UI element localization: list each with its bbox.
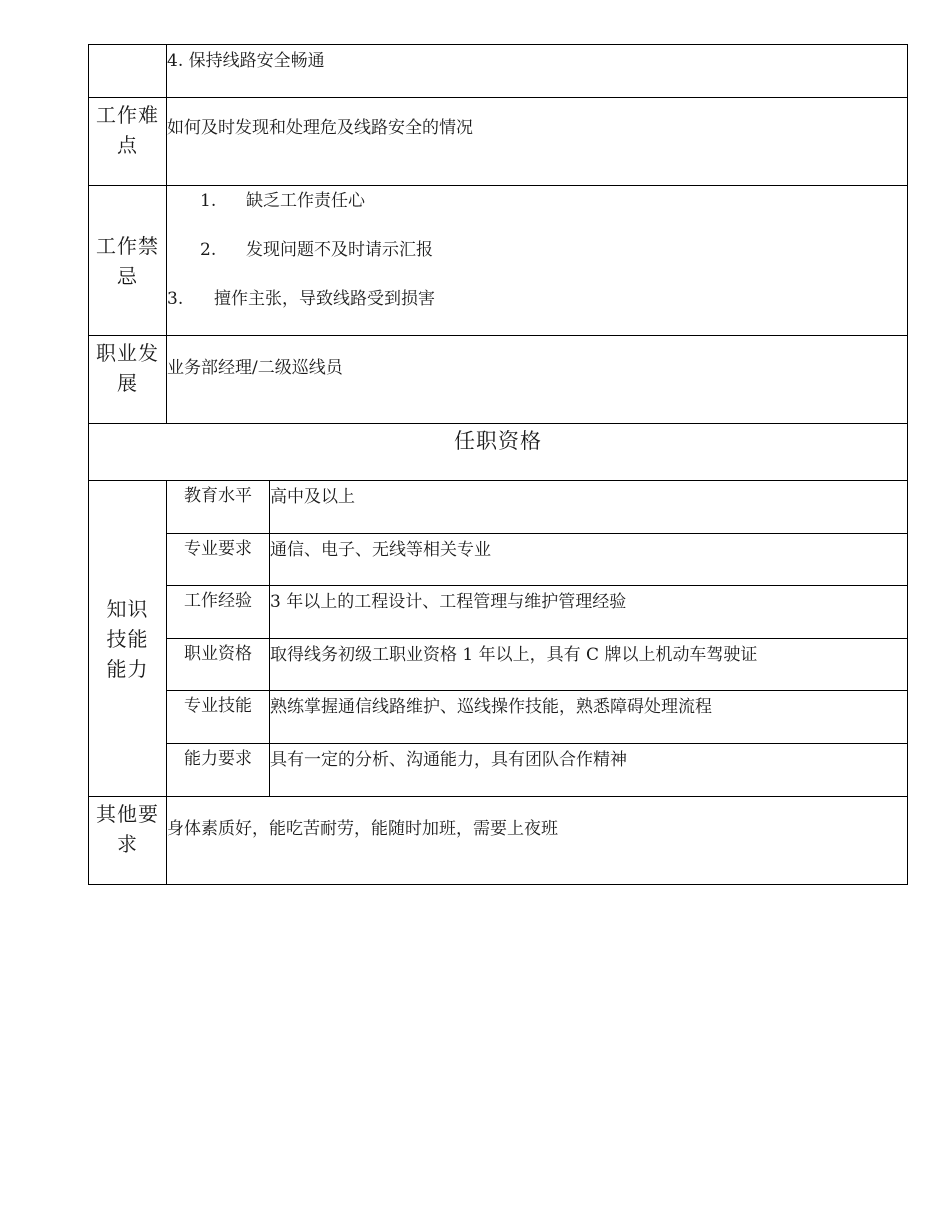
career-content bbox=[167, 336, 908, 424]
knowledge-row bbox=[89, 744, 908, 797]
other-label: 其他要求 bbox=[89, 797, 167, 885]
qualification-title: 任职资格 bbox=[89, 424, 908, 481]
career-label: 职业发展 bbox=[89, 336, 167, 424]
forbidden-label: 工作禁忌 bbox=[89, 186, 167, 336]
knowledge-item-name: 专业技能 bbox=[167, 691, 270, 744]
difficulty-content bbox=[167, 98, 908, 186]
forbidden-row bbox=[89, 186, 908, 336]
forbidden-item-number: 1. bbox=[200, 191, 217, 211]
job-description-table bbox=[88, 44, 908, 885]
other-content bbox=[167, 797, 908, 885]
forbidden-item-text: 擅作主张，导致线路受到损害 bbox=[214, 289, 435, 309]
forbidden-item-number: 3. bbox=[167, 289, 184, 309]
knowledge-item-name: 教育水平 bbox=[167, 481, 270, 534]
duty-row bbox=[89, 45, 908, 98]
knowledge-item-value: 具有一定的分析、沟通能力，具有团队合作精神 bbox=[270, 744, 908, 797]
knowledge-row bbox=[89, 639, 908, 691]
knowledge-item-value: 通信、电子、无线等相关专业 bbox=[270, 534, 908, 586]
forbidden-item bbox=[167, 189, 907, 238]
knowledge-item-value: 取得线务初级工职业资格 1 年以上，具有 C 牌以上机动车驾驶证 bbox=[270, 639, 908, 691]
career-text: 业务部经理/二级巡线员 bbox=[167, 358, 343, 378]
difficulty-text: 如何及时发现和处理危及线路安全的情况 bbox=[167, 118, 473, 138]
forbidden-item-text: 缺乏工作责任心 bbox=[246, 191, 365, 211]
knowledge-row bbox=[89, 691, 908, 744]
knowledge-item-value: 高中及以上 bbox=[270, 481, 908, 534]
knowledge-row bbox=[89, 534, 908, 586]
knowledge-item-name: 能力要求 bbox=[167, 744, 270, 797]
knowledge-item-name: 专业要求 bbox=[167, 534, 270, 586]
duty-label-cell bbox=[89, 45, 167, 98]
career-row bbox=[89, 336, 908, 424]
knowledge-item-name: 工作经验 bbox=[167, 586, 270, 639]
difficulty-row bbox=[89, 98, 908, 186]
knowledge-item-value: 3 年以上的工程设计、工程管理与维护管理经验 bbox=[270, 586, 908, 639]
qualification-title-row bbox=[89, 424, 908, 481]
forbidden-content bbox=[167, 186, 908, 336]
forbidden-item-number: 2. bbox=[200, 240, 217, 260]
knowledge-item-value: 熟练掌握通信线路维护、巡线操作技能，熟悉障碍处理流程 bbox=[270, 691, 908, 744]
other-row bbox=[89, 797, 908, 885]
duty-content-cell bbox=[167, 45, 908, 98]
knowledge-row bbox=[89, 586, 908, 639]
difficulty-label: 工作难点 bbox=[89, 98, 167, 186]
knowledge-row bbox=[89, 481, 908, 534]
duty-item-4: 4. 保持线路安全畅通 bbox=[167, 51, 325, 71]
knowledge-item-name: 职业资格 bbox=[167, 639, 270, 691]
forbidden-item bbox=[167, 238, 907, 287]
knowledge-label: 知识技能能力 bbox=[89, 481, 167, 797]
forbidden-item bbox=[167, 287, 907, 311]
forbidden-item-text: 发现问题不及时请示汇报 bbox=[246, 240, 433, 260]
other-text: 身体素质好，能吃苦耐劳，能随时加班，需要上夜班 bbox=[167, 819, 558, 839]
